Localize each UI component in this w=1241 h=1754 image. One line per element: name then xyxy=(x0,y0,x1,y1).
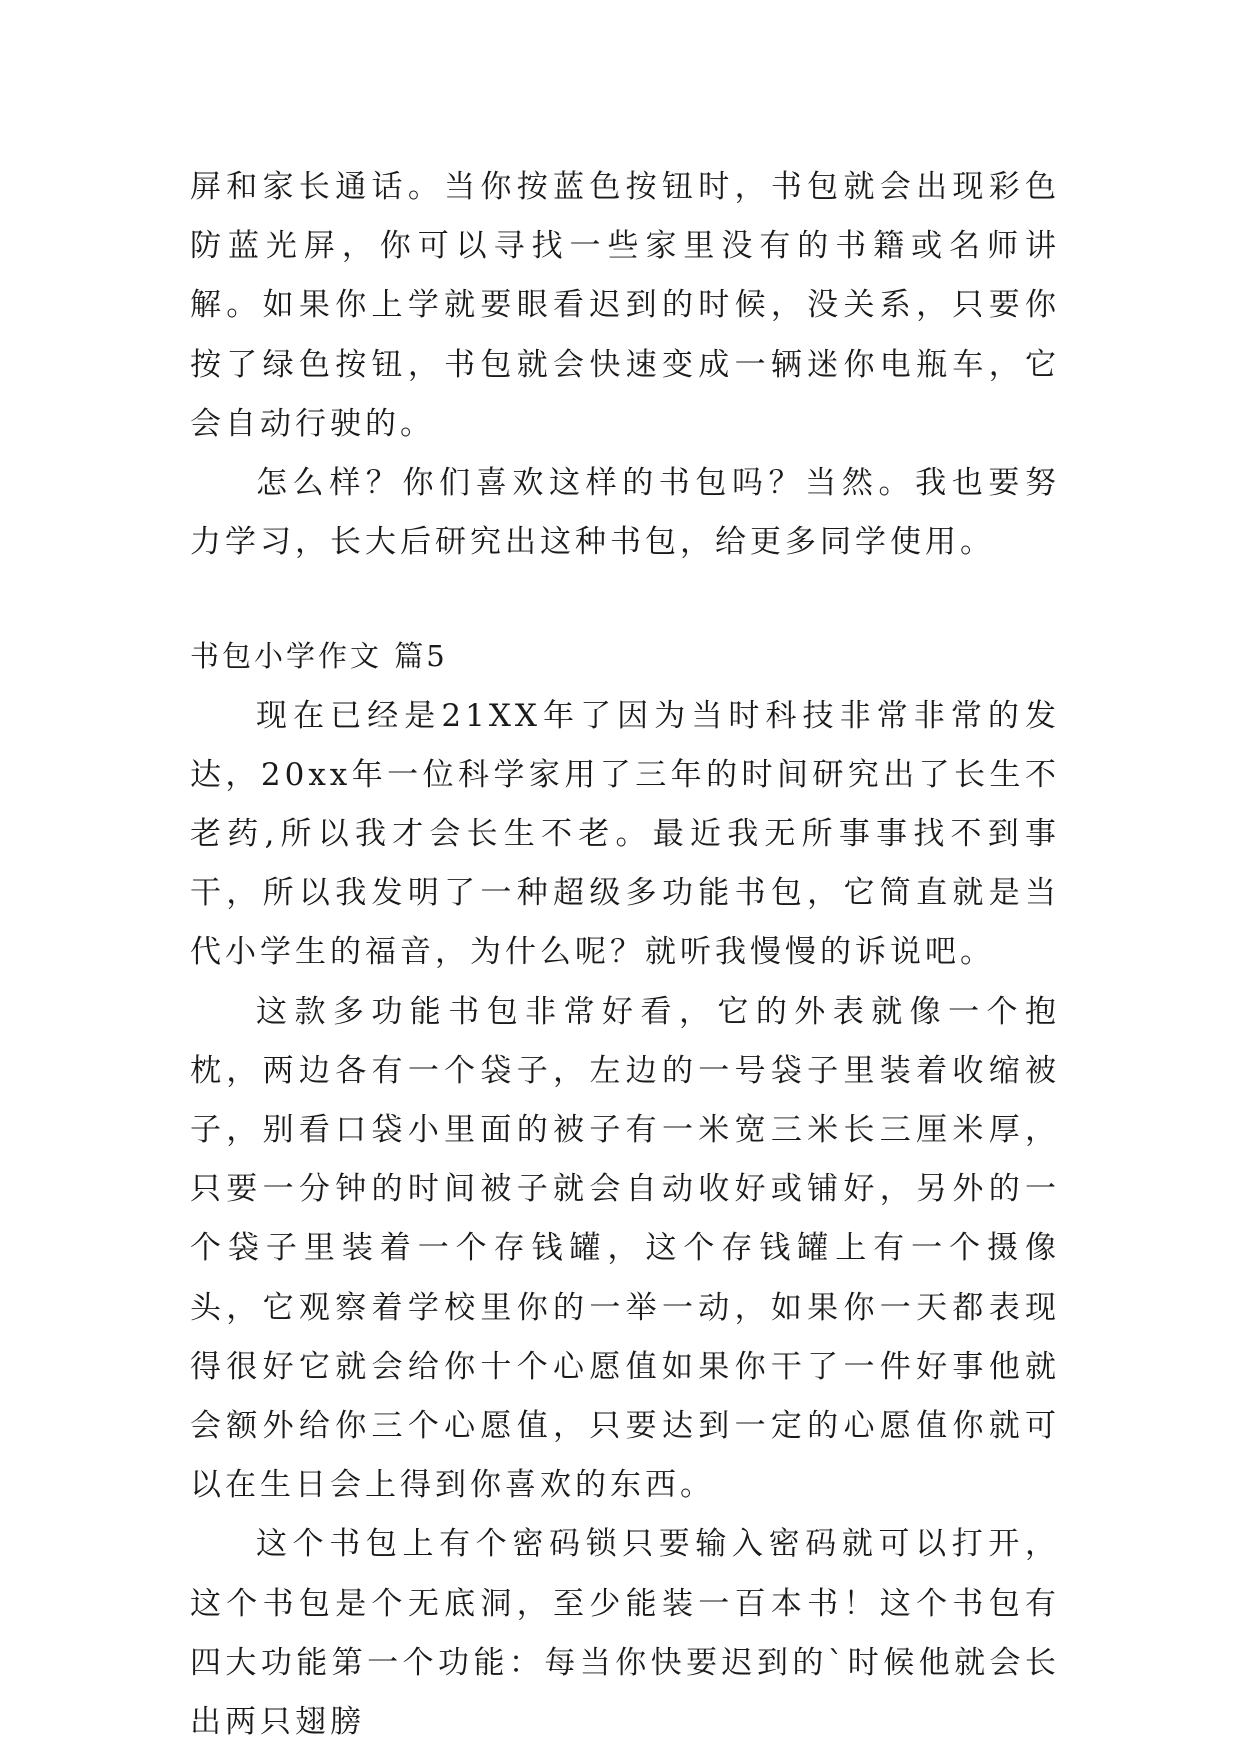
paragraph-conclusion: 怎么样？你们喜欢这样的书包吗？当然。我也要努力学习，长大后研究出这种书包，给更多同学使用。 xyxy=(190,465,1060,561)
paragraph-continuation: 屏和家长通话。当你按蓝色按钮时，书包就会出现彩色防蓝光屏，你可以寻找一些家里没有的书籍或名师讲解。如果你上学就要眼看迟到的时候，没关系，只要你按了绿色按钮，书包就会快速变成一辆迷你电瓶车，它会自动行驶的。 xyxy=(190,169,1060,442)
paragraph-intro: 现在已经是21XX年了因为当时科技非常非常的发达，20xx年一位科学家用了三年的时间研究出了长生不老药,所以我才会长生不老。最近我无所事事找不到事干，所以我发明了一种超级多功能书包，它简直就是当代小学生的福音，为什么呢？就听我慢慢的诉说吧。 xyxy=(190,697,1060,971)
paragraph-appearance: 这款多功能书包非常好看，它的外表就像一个抱枕，两边各有一个袋子，左边的一号袋子里装着收缩被子，别看口袋小里面的被子有一米宽三米长三厘米厚，只要一分钟的时间被子就会自动收好或铺好，另外的一个袋子里装着一个存钱罐，这个存钱罐上有一个摄像头，它观察着学校里你的一举一动，如果你一天都表现得很好它就会给你十个心愿值如果你干了一件好事他就会额外给你三个心愿值，只要达到一定的心愿值你就可以在生日会上得到你喜欢的东西。 xyxy=(190,993,1060,1504)
section-title: 书包小学作文 篇5 xyxy=(190,639,448,674)
paragraph-functions: 这个书包上有个密码锁只要输入密码就可以打开，这个书包是个无底洞，至少能装一百本书！这个书包有四大功能第一个功能：每当你快要迟到的`时候他就会长出两只翅膀 xyxy=(190,1526,1060,1741)
document-body xyxy=(190,158,1060,1752)
